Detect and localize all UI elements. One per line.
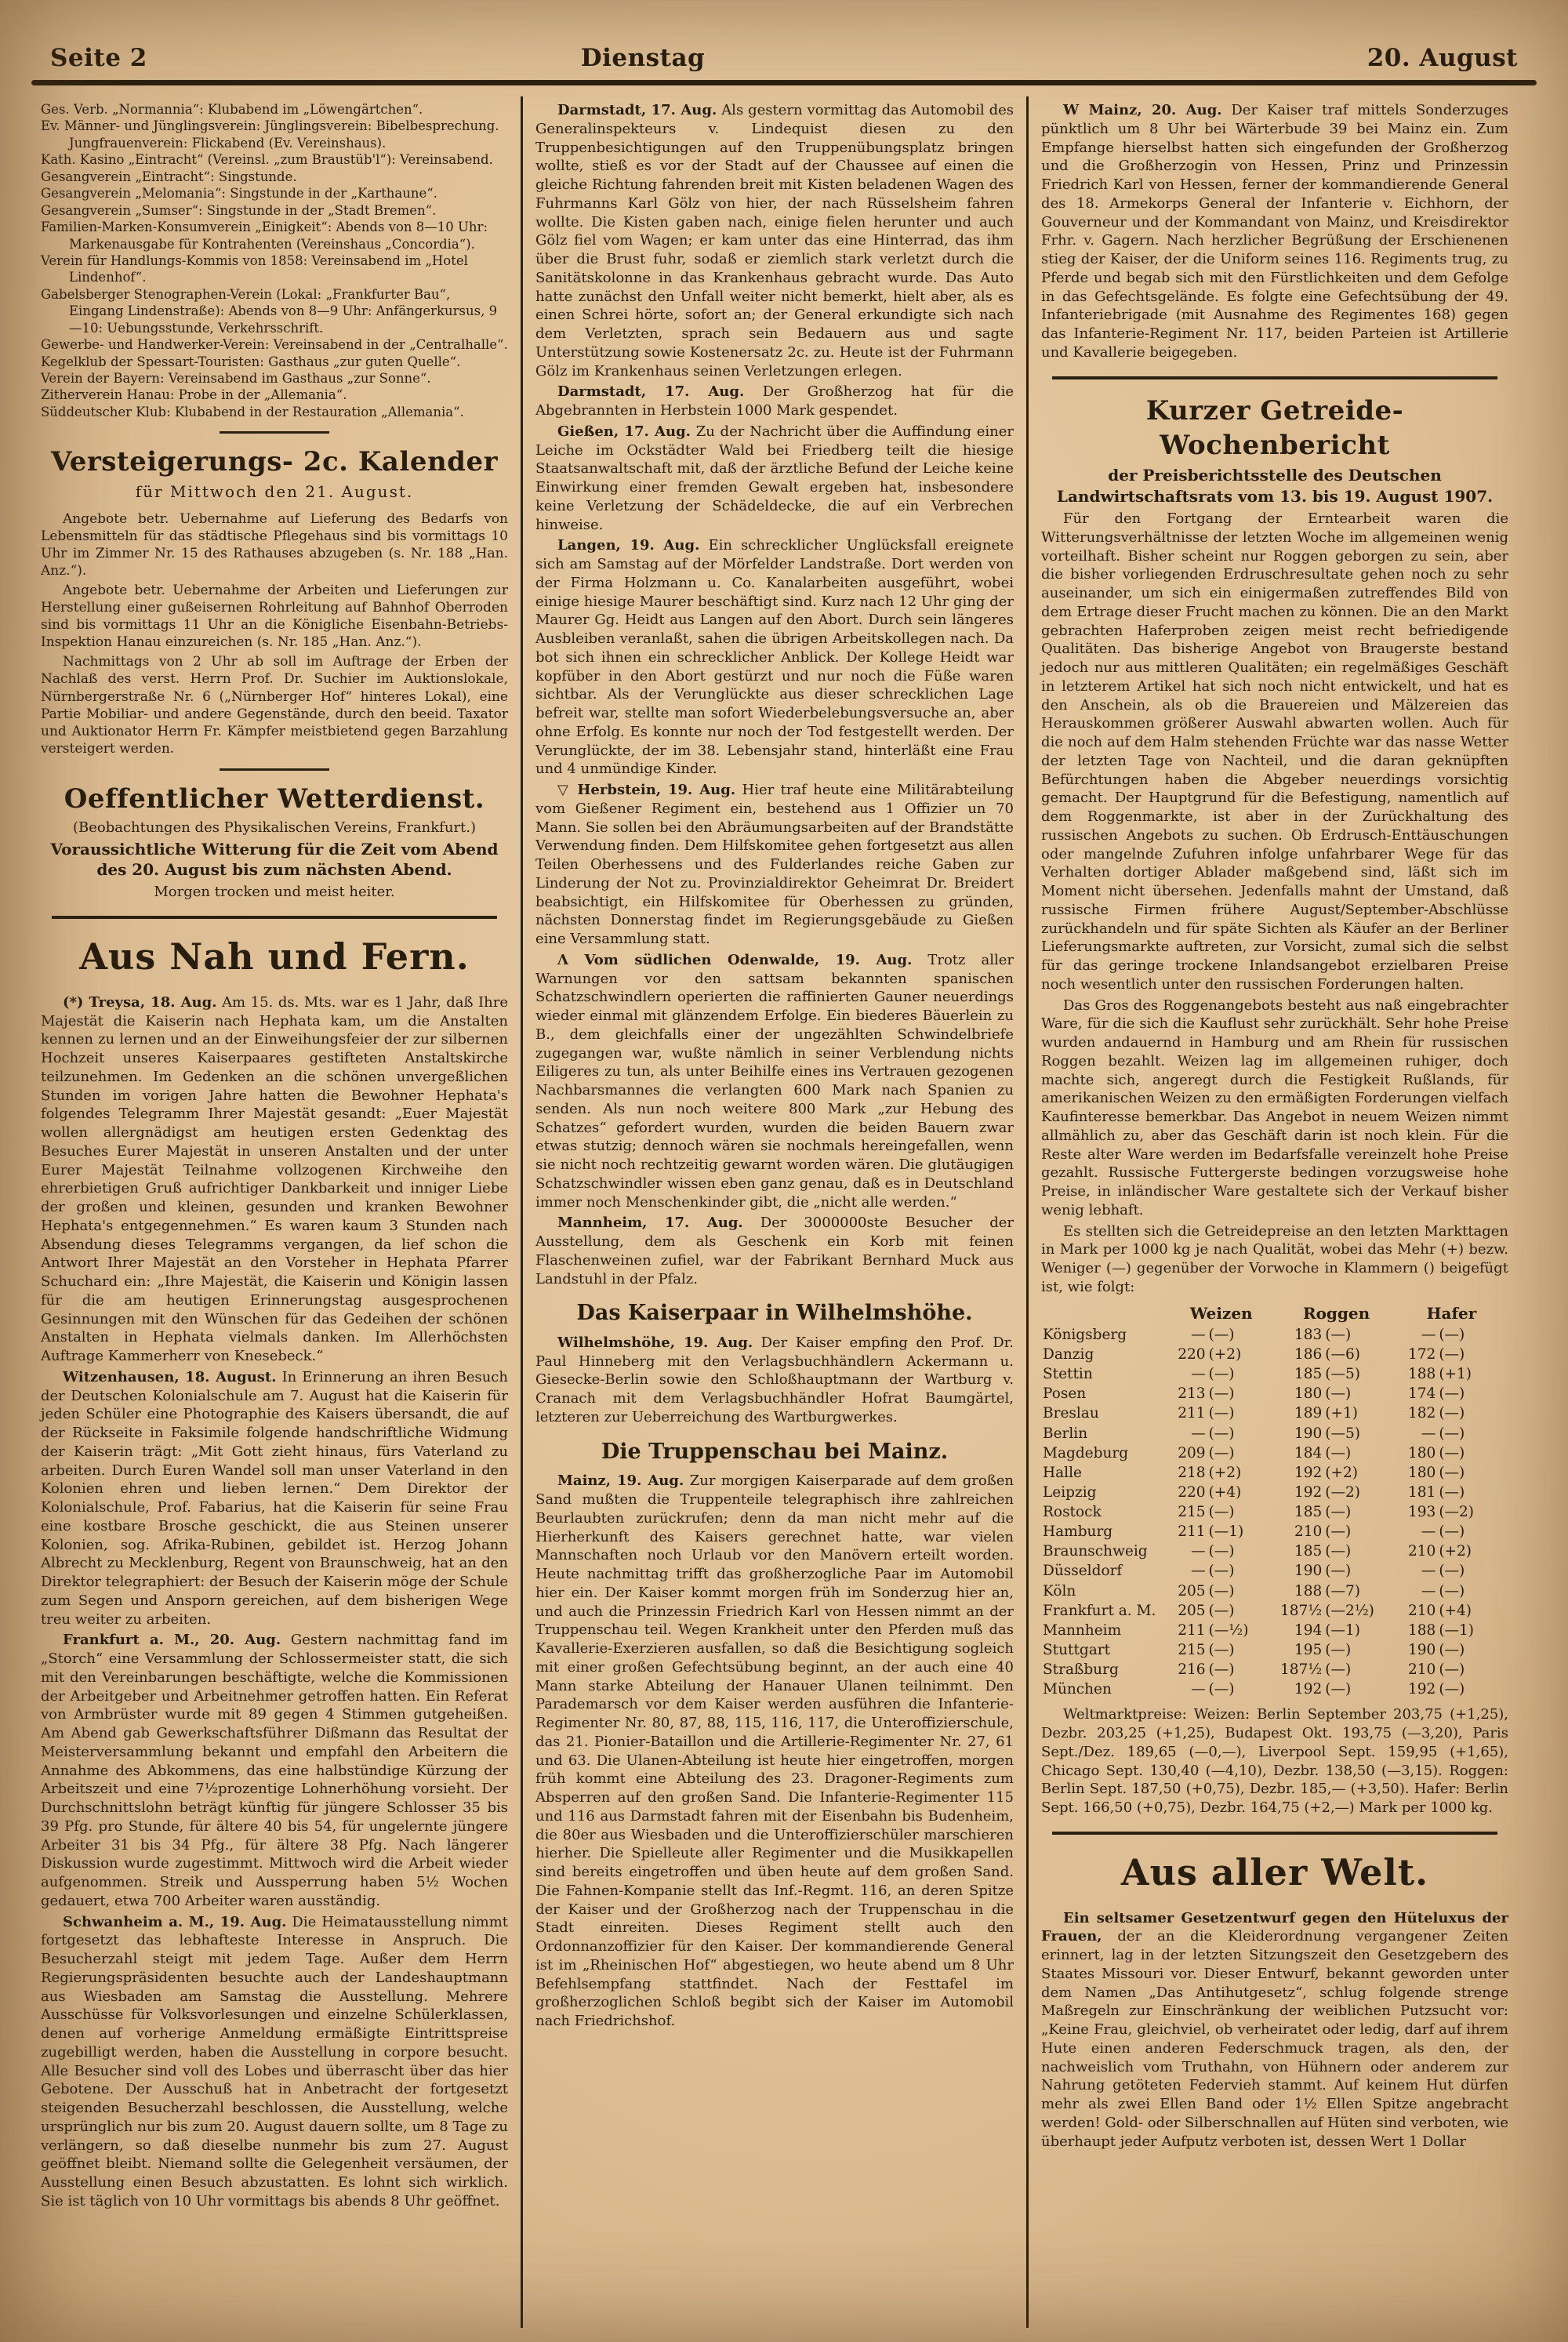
- grain-table-corner: [1041, 1302, 1164, 1325]
- hafer-change: (—): [1439, 1582, 1465, 1599]
- roggen-change: (—5): [1325, 1425, 1360, 1442]
- weizen-price: 215: [1178, 1504, 1206, 1521]
- hafer-price: 180: [1408, 1464, 1436, 1481]
- article-heading: Die Truppenschau bei Mainz.: [601, 1439, 949, 1464]
- grain-table-row: [1041, 1443, 1508, 1463]
- grain-city: Köln: [1043, 1582, 1076, 1599]
- roggen-change: (—): [1325, 1385, 1352, 1403]
- grain-city: Königsberg: [1043, 1326, 1127, 1343]
- column-layout: [0, 85, 1568, 2328]
- hafer-price: 210: [1408, 1602, 1436, 1619]
- article-paragraph: [41, 993, 508, 1366]
- hafer-change: (—): [1439, 1681, 1465, 1698]
- grain-table-row: [1041, 1384, 1508, 1403]
- weizen-price: 211: [1178, 1523, 1206, 1541]
- article-paragraph: [535, 101, 1014, 380]
- roggen-price: 186: [1294, 1346, 1323, 1363]
- roggen-change: (—): [1325, 1641, 1352, 1658]
- club-listing-item: Kath. Kasino „Eintracht“ (Vereinsl. „zum Braustüb'l“): Vereinsabend.: [41, 152, 493, 168]
- grain-table-row: [1041, 1660, 1508, 1679]
- roggen-change: (+2): [1325, 1464, 1358, 1481]
- grain-table-header-hafer: Hafer: [1426, 1303, 1477, 1323]
- grain-city: Breslau: [1043, 1405, 1099, 1422]
- weizen-change: (—): [1208, 1641, 1235, 1658]
- weizen-change: (—): [1208, 1563, 1235, 1580]
- grain-city: Leipzig: [1043, 1483, 1097, 1501]
- grain-city: Magdeburg: [1043, 1444, 1129, 1461]
- roggen-change: (+1): [1325, 1405, 1358, 1422]
- hafer-price: 172: [1408, 1346, 1436, 1363]
- grain-city: Halle: [1043, 1464, 1082, 1481]
- grain-table-row: [1041, 1424, 1508, 1443]
- roggen-change: (—1): [1325, 1621, 1360, 1639]
- article-text: Als gestern vormittag das Automobil des Generalinspekteurs v. Lindequist diesen zu den Truppenbesichtigungen auf den Truppenübungsplatz bringen wollte, stieß es vor der Stadt auf der Chaussee auf einen die gleiche Richtung fahrenden breit mit Kisten beladenen Wagen des Fuhrmanns Karl Gölz von hier, der nach Rüsselsheim fahren wollte. Die Kisten gaben nach, einige fielen herunter und auch Gölz fiel vom Wagen; er kam unter das eine Hinterrad, das ihm über die Brust fuhr, sodaß er ziemlich stark verletzt durch die Sanitätskolonne in das Krankenhaus gebracht wurde. Das Auto hatte zunächst den Unfall weiter nicht bemerkt, hielt aber, als es einen Schrei hörte, sofort an; der General erkundigte sich nach dem Verletzten, sprach sein Bedauern aus und sagte Unterstützung sowie Kostenersatz 2c. zu. Heute ist der Fuhrmann Gölz im Krankenhaus seinen Verletzungen erlegen.: [535, 102, 1014, 379]
- article-dateline: W Mainz, 20. Aug.: [1063, 102, 1222, 118]
- roggen-price: 185: [1294, 1543, 1323, 1560]
- grain-city: Frankfurt a. M.: [1043, 1602, 1156, 1619]
- hafer-change: (—): [1439, 1641, 1465, 1658]
- club-listing-item: Gewerbe- und Handwerker-Verein: Vereinsabend in der „Centralhalle“.: [41, 337, 508, 353]
- weizen-change: (—): [1208, 1582, 1235, 1599]
- article-paragraph: [535, 781, 1014, 949]
- hafer-price: —: [1421, 1326, 1436, 1343]
- article-paragraph: [41, 1368, 508, 1629]
- article-text: Zu der Nachricht über die Auffindung einer Leiche im Ockstädter Wald bei Friedberg teilt die hiesige Staatsanwaltschaft mit, daß der ärztliche Befund der Leiche keine Einwirkung einer fremden Gewalt ergeben hat, insbesondere keine Verletzung der Schädeldecke, die auf ein Verbrechen hinweise.: [535, 423, 1014, 533]
- article-dateline: Darmstadt, 17. Aug.: [557, 383, 745, 401]
- hafer-change: (—1): [1439, 1621, 1475, 1639]
- article-block: [535, 951, 1014, 1212]
- hafer-change: (—): [1439, 1444, 1465, 1461]
- weizen-price: 211: [1178, 1621, 1206, 1639]
- hafer-price: 210: [1408, 1661, 1436, 1679]
- weizen-change: (—): [1208, 1504, 1235, 1521]
- roggen-change: (—): [1325, 1543, 1352, 1560]
- article-paragraph: [535, 1214, 1014, 1288]
- grain-table-body: [1041, 1325, 1508, 1699]
- world-market-prices: Weltmarktpreise: Weizen: Berlin September 203,75 (+1,25), Dezbr. 203,25 (+1,25), Budapest Okt. 193,75 (—3,20), Paris Sept./Dez. 189,65 (—0,—), Liverpool Sept. 159,95 (+1,65), Chicago Sept. 130,40 (—4,10), Dezbr. 138,50 (—3,15). Roggen: Berlin Sept. 187,50 (+0,75), Dezbr. 185,— (+3,50). Hafer: Berlin Sept. 166,50 (+0,75), Dezbr. 164,75 (+2,—) Mark per 1000 kg.: [1041, 1706, 1508, 1817]
- article-text: Ein schrecklicher Unglücksfall ereignete sich am Samstag auf der Mörfelder Landstraße. Dort werden von der Firma Holzmann u. Co. Kanalarbeiten ausgeführt, wobei einige hiesige Maurer beschäftigt sind. Kurz nach 12 Uhr ging der Maurer Gg. Heidt aus Langen auf den Abort. Durch sein längeres Ausbleiben veranlaßt, sahen die übrigen Arbeitskollegen nach. Da bot sich ihnen ein schrecklicher Anblick. Der Kollege Heidt war kopfüber in den Abort gestürzt und nur noch die Füße waren sichtbar. Als der Verunglückte aus dieser schrecklichen Lage befreit war, stellte man sofort Wiederbelebungsversuche an, aber ohne Erfolg. Es konnte nur noch der Tod festgestellt werden. Der Verunglückte, der im 38. Lebensjahr stand, hinterläßt eine Frau und 4 unmündige Kinder.: [535, 537, 1014, 778]
- article-block: [41, 1368, 508, 1629]
- article-paragraph: [41, 1631, 508, 1910]
- page-number: Seite 2: [50, 44, 147, 72]
- hafer-price: 174: [1408, 1385, 1436, 1403]
- club-listing-item: Verein für Handlungs-Kommis von 1858: Vereinsabend im „Hotel Lindenhof“.: [41, 252, 468, 285]
- hafer-change: (—): [1439, 1483, 1465, 1501]
- weizen-price: 209: [1178, 1444, 1206, 1461]
- article-block: [535, 383, 1014, 420]
- weizen-change: (—): [1208, 1385, 1235, 1403]
- club-listing: [41, 101, 508, 420]
- article-paragraph: [535, 951, 1014, 1212]
- article-text: Der Großherzog hat für die Abgebrannten in Herbstein 1000 Mark gespendet.: [535, 383, 1014, 419]
- hafer-price: 192: [1408, 1681, 1436, 1698]
- grain-table-row: [1041, 1403, 1508, 1423]
- auction-calendar-title: Versteigerungs- 2c. Kalender: [50, 446, 499, 478]
- article-text: Die Heimatausstellung nimmt fortgesetzt das lebhafteste Interesse in Anspruch. Die Besucherzahl steigt mit jedem Tage. Außer dem Herrn Regierungspräsidenten besuchte auch der Landeshauptmann aus Wiesbaden am Samstag die Ausstellung. Mehrere Ausschüsse für Volksvorlesungen und einzelne Schülerklassen, denen auf vorherige Anmeldung ermäßigte Eintrittspreise zugebilligt werden, haben die Ausstellung in corpore besucht. Alle Besucher sind voll des Lobes und überrascht über das hier Gebotene. Der Ausschuß hat in Anbetracht der fortgesetzt steigenden Besucherzahl beschlossen, die Ausstellung, welche ursprünglich nur bis zum 20. August dauern sollte, um 8 Tage zu verlängern, so daß dieselbe nunmehr bis zum 27. August geöffnet bleibt. Niemand sollte die Gelegenheit versäumen, der Ausstellung einen Besuch abzustatten. Es lohnt sich wirklich. Sie ist täglich von 10 Uhr vormittags bis abends 8 Uhr geöffnet.: [41, 1913, 508, 2209]
- grain-table-row: [1041, 1561, 1508, 1581]
- article-heading: Das Kaiserpaar in Wilhelmshöhe.: [576, 1301, 973, 1326]
- grain-table-row: [1041, 1325, 1508, 1345]
- hafer-price: 180: [1408, 1444, 1436, 1461]
- hafer-price: 190: [1408, 1641, 1436, 1658]
- article-text: Gestern nachmittag fand im „Storch“ eine Versammlung der Schlossermeister statt, die sich mit den Vereinbarungen beschäftigte, welche die Kommissionen der Arbeitgeber und Arbeitnehmer getroffen hatten. Ein Referat von Armbrüster wurde mit 89 gegen 4 Stimmen gutgeheißen. Am Abend gab Gewerkschaftsführer Dißmann das Resultat der Meisterversammlung bekannt und empfahl den Arbeitern die Annahme des Abkommens, das eine halbstündige Kürzung der Arbeitszeit und eine 7½prozentige Lohnerhöhung vorsieht. Der Durchschnittslohn beträgt künftig für jüngere Schlosser 35 bis 39 Pfg. pro Stunde, für ältere 40 bis 54, für ungelernte jüngere Arbeiter 31 bis 34 Pfg., für ältere 38 Pfg. Nach längerer Diskussion wurde zugestimmt. Mittwoch wird die Arbeit wieder aufgenommen. Streik und Aussperrung haben 5½ Wochen gedauert, etwa 700 Arbeiter waren ausständig.: [41, 1632, 508, 1909]
- grain-table-row: [1041, 1522, 1508, 1541]
- article-block: [1041, 1909, 1508, 2151]
- roggen-price: 192: [1294, 1483, 1323, 1501]
- article-text: Hier traf heute eine Militärabteilung vom Gießener Regiment ein, bestehend aus 1 Offizier un 70 Mann. Sie sollen bei den Abräumungsarbeiten auf der Brandstätte Verwendung finden. Dem Hilfskomitee gehen fortgesetzt aus allen Teilen Oberhessens und des Fulderlandes reiche Gaben zur Linderung der Not zu. Provinzialdirektor Geheimrat Dr. Breidert beabsichtigt, ein Hilfskomitee für Oberhessen zu gründen, nächsten Donnerstag findet im Regierungsgebäude zu Gießen eine Versammlung statt.: [535, 782, 1014, 947]
- right-column: [1029, 96, 1521, 2328]
- hafer-change: (+1): [1439, 1366, 1472, 1383]
- grain-report-paragraph: Für den Fortgang der Erntearbeit waren die Witterungsverhältnisse der letzten Woche im allgemeinen wenig vorteilhaft. Bisher scheint nur Roggen geborgen zu sein, aber die bisher vorliegenden Erdruschresultate gehen noch zu sehr auseinander, um sich ein einigermaßen zutreffendes Bild von dem Ertrage dieser Frucht machen zu können. Die an den Markt gebrachten Haferproben zeigen meist recht befriedigende Qualitäten. Das bisherige Angebot von Braugerste bestand jedoch nur aus mittleren Qualitäten; ein regelmäßiges Geschäft in letzterem Artikel hat sich noch nicht entwickelt, und hat es den Anschein, als ob die Brauereien und Mälzereien das Herauskommen größerer Auswahl abwarten wollen. Auch für die noch auf dem Halm stehenden Früchte war das nasse Wetter der letzten Tage von Nachteil, und die daran geknüpften Befürchtungen haben die Abgeber neuerdings vorsichtig gemacht. Der Hauptgrund für die Befestigung, namentlich auf dem Roggenmarkte, ist aber in der Zurückhaltung des russischen Angebots zu suchen. Ob Erdrusch-Enttäuschungen oder mangelnde Zufuhren infolge unfahrbarer Wege für das Verhalten dortiger Ablader maßgebend sind, läßt sich im Moment nicht übersehen. Jedenfalls mahnt der Umstand, daß russische Firmen frühere August/September-Abschlüsse zurückhandeln und für späte Sichten als Käufer an der Berliner Lieferungsmarkte auftreten, zur Vorsicht, zumal sich die selbst für das geringe trockene Inlandsangebot erzielbaren Preise noch wesentlich unter den russischen Forderungen halten.: [1041, 510, 1508, 993]
- weather-forecast: Morgen trocken und meist heiter.: [154, 884, 395, 901]
- weizen-change: (—): [1208, 1661, 1235, 1679]
- weizen-change: (—): [1208, 1444, 1235, 1461]
- roggen-price: 183: [1294, 1326, 1323, 1343]
- article-text: Der 3000000ste Besucher der Ausstellung, dem als Geschenk ein Korb mit feinen Flaschenweinen zufiel, war der Fabrikant Bernhard Muck aus Landstuhl in der Pfalz.: [535, 1215, 1014, 1287]
- grain-city: Straßburg: [1043, 1661, 1119, 1679]
- masthead-rule: [31, 80, 1537, 85]
- weekday-label: Dienstag: [580, 44, 706, 72]
- grain-city: München: [1043, 1681, 1112, 1698]
- article-dateline: Darmstadt, 17. Aug.: [557, 102, 717, 118]
- article-paragraph: [535, 383, 1014, 420]
- weizen-price: 215: [1178, 1641, 1206, 1658]
- roggen-price: 195: [1294, 1641, 1323, 1658]
- weizen-price: —: [1191, 1425, 1206, 1442]
- article-dateline: Frankfurt a. M., 20. Aug.: [63, 1632, 281, 1649]
- hafer-price: 182: [1408, 1405, 1436, 1422]
- weizen-price: —: [1191, 1681, 1206, 1698]
- club-listing-item: Gesangverein „Sumser“: Singstunde in der „Stadt Bremen“.: [41, 202, 437, 218]
- weizen-change: (+2): [1208, 1464, 1242, 1481]
- weizen-change: (—): [1208, 1602, 1235, 1619]
- local-news-title: Aus Nah und Fern.: [79, 935, 470, 979]
- roggen-price: 184: [1294, 1444, 1323, 1461]
- roggen-price: 192: [1294, 1681, 1323, 1698]
- article-block: [535, 781, 1014, 949]
- article-text: Der Kaiser traf mittels Sonderzuges pünktlich um 8 Uhr bei Wärterbude 39 bei Mainz ein. Zum Empfange hierselbst hatten sich eingefunden der Großherzog und die Großherzogin von Hessen, Prinz und Prinzessin Friedrich Karl von Hessen, ferner der kommandierende General des 18. Armekorps General der Infanterie v. Eichhorn, der Gouverneur und der Kommandant von Mainz, und Kreisdirektor Frhr. v. Gagern. Nach herzlicher Begrüßung der Erschienenen stieg der Kaiser, der die Uniform seines 116. Regiments trug, zu Pferde und begab sich mit den Fürstlichkeiten und dem Gefolge in das Gefechtsgelände. Es folgte eine Gefechtsübung der 49. Infanteriebrigade (mit Ausnahme des Regimentes 168) gegen das Infanterie-Regiment Nr. 117, beiden Parteien ist Artillerie und Kavallerie beigegeben.: [1041, 102, 1508, 361]
- world-news-section: [1041, 1849, 1508, 2151]
- roggen-price: 189: [1294, 1405, 1323, 1422]
- article-dateline: Mannheim, 17. Aug.: [557, 1215, 743, 1232]
- grain-report-section: [1041, 394, 1508, 1817]
- grain-city: Stuttgart: [1043, 1641, 1111, 1658]
- grain-table-header-roggen: Roggen: [1302, 1303, 1370, 1323]
- weizen-change: (—½): [1208, 1621, 1249, 1639]
- club-listing-item: Verein der Bayern: Vereinsabend im Gasthaus „zur Sonne“.: [41, 371, 431, 386]
- article-dateline: Ein seltsamer Gesetzentwurf gegen den Hüteluxus der Frauen,: [1041, 1909, 1508, 1945]
- article-block: [535, 101, 1014, 380]
- article-dateline: Gießen, 17. Aug.: [557, 423, 691, 440]
- roggen-change: (—2½): [1325, 1602, 1374, 1619]
- roggen-change: (—): [1325, 1523, 1352, 1541]
- roggen-change: (—): [1325, 1504, 1352, 1521]
- hafer-price: 210: [1408, 1543, 1436, 1560]
- club-listing-item: Ev. Männer- und Jünglingsverein: Jünglingsverein: Bibelbesprechung. Jungfrauenverein: Flickabend (Ev. Vereinshaus).: [41, 118, 499, 151]
- grain-report-subtitle: der Preisberichtsstelle des Deutschen Landwirtschaftsrats vom 13. bis 19. August 1907.: [1056, 466, 1494, 506]
- grain-city: Braunschweig: [1043, 1543, 1148, 1560]
- weizen-change: (—): [1208, 1425, 1235, 1442]
- weizen-price: —: [1191, 1563, 1206, 1580]
- roggen-price: 190: [1294, 1425, 1323, 1442]
- article-paragraph: [535, 536, 1014, 779]
- grain-table-row: [1041, 1601, 1508, 1621]
- roggen-price: 185: [1294, 1504, 1323, 1521]
- hafer-price: —: [1421, 1425, 1436, 1442]
- weizen-change: (+2): [1208, 1346, 1242, 1363]
- weizen-price: —: [1191, 1366, 1206, 1383]
- weizen-change: (—): [1208, 1543, 1235, 1560]
- mainz-article: [1041, 101, 1508, 362]
- grain-table-header-row: [1041, 1302, 1508, 1325]
- article-text: In Erinnerung an ihren Besuch der Deutschen Kolonialschule am 7. August hat die Kaiserin für jeden Schüler eine Photographie des Kaisers übersandt, die auf der Rückseite in Faksimile folgende handschriftliche Widmung der Kaiserin trägt: „Mit Gott zieht hinaus, fürs Vaterland zu arbeiten. Durch Euren Wandel soll man unser Vaterland in den Kolonien ehren und lieben lernen.“ Dem Direktor der Kolonialschule, Prof. Fabarius, hat die Kaiserin für seine Frau eine kostbare Brosche geschickt, die aus Steinen unserer Kolonien, sog. Afrika-Rubinen, gebildet ist. Herzog Johann Albrecht zu Mecklenburg, Regent von Braunschweig, hat an den Direktor telegraphiert: der Besuch der Kaiserin möge der Schule zum Segen und Ansporn gereichen, auf dem bisherigen Wege treu weiter zu arbeiten.: [41, 1368, 508, 1628]
- article-text: Am 15. ds. Mts. war es 1 Jahr, daß Ihre Majestät die Kaiserin nach Hephata kam, um die Anstalten kennen zu lernen und an der Einweihungsfeier der zur silbernen Hochzeit unseres Kaiserpaares gestifteten Anstaltskirche teilzunehmen. Im Gedenken an die schönen unvergeßlichen Stunden im vorigen Jahre hatten die Bewohner Hephata's folgendes Telegramm Ihrer Majestät gesandt: „Euer Majestät wollen allergnädigst am heutigen ersten Gedenktag des Besuches Eurer Majestät in unseren Anstalten und der unter Eurer Majestät Teilnahme vollzogenen Kirchweihe den ehrerbietigen Gruß aufrichtiger Dankbarkeit und inniger Liebe der großen und kleinen, gesunden und kranken Bewohner Hephata's entgegennehmen.“ Es waren kaum 3 Stunden nach Absendung dieses Telegramms vergangen, da lief schon die Antwort Ihrer Majestät an den Vorsteher in Hephata Pfarrer Schuchard ein: „Ihre Majestät, die Kaiserin und Königin lassen für die am heutigen Erinnerungstag ausgesprochenen Gesinnungen mit den Wünschen für das Gedeihen der schönen Anstalten in Hephata vielmals danken. Im Allerhöchsten Auftrage Kammerherr von Knesebeck.“: [41, 993, 508, 1365]
- article-dateline: Mainz, 19. Aug.: [557, 1472, 684, 1490]
- section-divider: [52, 916, 497, 919]
- weizen-change: (—): [1208, 1366, 1235, 1383]
- article-paragraph: [41, 1913, 508, 2211]
- auction-paragraph: Angebote betr. Uebernahme auf Lieferung des Bedarfs von Lebensmitteln für das städtische Pflegehaus sind bis vormittags 10 Uhr im Zimmer Nr. 15 des Rathauses abzugeben (s. Nr. 188 „Han. Anz.“).: [41, 510, 508, 579]
- article-dateline: (*) Treysa, 18. Aug.: [63, 993, 217, 1011]
- grain-report-title: Kurzer Getreide-Wochenbericht: [1145, 394, 1404, 462]
- auction-calendar-subtitle: für Mittwoch den 21. August.: [135, 482, 414, 502]
- roggen-change: (—6): [1325, 1346, 1360, 1363]
- grain-city: Berlin: [1043, 1425, 1088, 1442]
- date-label: 20. August: [1367, 44, 1518, 72]
- roggen-change: (—2): [1325, 1483, 1360, 1501]
- section-divider: [1052, 376, 1497, 379]
- weizen-change: (—): [1208, 1405, 1235, 1422]
- club-listing-item: Zitherverein Hanau: Probe in der „Allemania“.: [41, 387, 347, 403]
- article-dateline: Λ Vom südlichen Odenwalde, 19. Aug.: [557, 951, 913, 968]
- roggen-change: (—): [1325, 1563, 1352, 1580]
- roggen-change: (—5): [1325, 1366, 1360, 1383]
- grain-table-row: [1041, 1345, 1508, 1364]
- club-listing-item: Kegelklub der Spessart-Touristen: Gasthaus „zur guten Quelle“.: [41, 354, 461, 369]
- weizen-change: (—): [1208, 1326, 1235, 1343]
- grain-table-row: [1041, 1463, 1508, 1483]
- roggen-price: 190: [1294, 1563, 1323, 1580]
- grain-table-row: [1041, 1502, 1508, 1522]
- grain-table-row: [1041, 1483, 1508, 1502]
- hafer-price: —: [1421, 1582, 1436, 1599]
- hafer-price: 181: [1408, 1483, 1436, 1501]
- hafer-change: (—): [1439, 1563, 1465, 1580]
- roggen-price: 194: [1294, 1621, 1323, 1639]
- article-text: der an die Kleiderordnung vergangener Zeiten erinnert, lag in der letzten Sitzungszeit den Gesetzgebern des Staates Missouri vor. Dieser Entwurf, bekannt geworden unter dem Namen „Das Antihutgesetz“, schlug folgende strenge Maßregeln zur Einschränkung der weiblichen Putzsucht vor: „Keine Frau, gleichviel, ob verheiratet oder ledig, darf auf ihrem Hute einen anderen Federschmuck tragen, als den, der nachweislich vom Truthahn, von Hühnern oder anderem zur Nahrung getöteten Federvieh stammt. Auf keinem Hut dürfen mehr als zwei Ellen Band oder 1½ Ellen Spitze angebracht werden! Gold- oder Silberschnallen auf Hüten sind verboten, wie überhaupt jeder Aufputz verboten ist, dessen Wert 1 Dollar: [1041, 1928, 1508, 2150]
- grain-table-row: [1041, 1640, 1508, 1660]
- roggen-change: (—): [1325, 1681, 1352, 1698]
- weizen-price: —: [1191, 1326, 1206, 1343]
- grain-city: Stettin: [1043, 1366, 1093, 1383]
- weather-source: (Beobachtungen des Physikalischen Vereins, Frankfurt.): [72, 819, 477, 836]
- grain-table-row: [1041, 1679, 1508, 1699]
- grain-table-row: [1041, 1581, 1508, 1601]
- section-divider: [220, 431, 329, 434]
- weizen-price: 216: [1178, 1661, 1206, 1679]
- article-dateline: ▽ Herbstein, 19. Aug.: [557, 782, 736, 798]
- left-column: [28, 96, 521, 2328]
- article-block: [535, 536, 1014, 779]
- hafer-price: 188: [1408, 1621, 1436, 1639]
- roggen-change: (—): [1325, 1326, 1352, 1343]
- article-block: [41, 1913, 508, 2211]
- grain-city: Mannheim: [1043, 1621, 1122, 1639]
- article-text: Trotz aller Warnungen vor den sattsam bekannten spanischen Schatzschwindlern operierten die raffinierten Gauner neuerdings wieder einmal mit glänzendem Erfolge. Ein biederes Bäuerlein zu B., dem gleichfalls einer der ungezählten Schwindelbriefe zugegangen war, wußte nämlich in seiner Verblendung nichts Eiligeres zu tun, als unter Beihilfe eines ins Vertrauen gezogenen Nachbarsmannes die verlangten 600 Mark nach Spanien zu senden. Als nun noch weitere 800 Mark „zur Hebung des Schatzes“ gefordert wurden, wurden die beiden Bauern zwar etwas stutzig; dennoch wären sie nochmals hereingefallen, wenn sie nicht noch rechtzeitig gewarnt worden wären. Die glutäugigen Schatzschwindler wissen eben ganz genau, daß es in Deutschland immer noch Menschenkinder gibt, die „nicht alle werden.“: [535, 951, 1014, 1211]
- article-text: Zur morgigen Kaiserparade auf dem großen Sand mußten die Truppenteile telegraphisch ihre zahlreichen Beurlaubten zurückrufen; denn da man nicht mehr auf die Hierherkunft des Kaisers gerechnet hatte, war vielen Mannschaften noch Urlaub vor den Manövern erteilt worden. Heute nachmittag trifft das großherzogliche Paar im Automobil hier ein. Der Kaiser kommt morgen früh im Sonderzug hier an, und auch die Prinzessin Friedrich Karl von Hessen nimmt an der Truppenschau teil. Wegen Krankheit unter den Pferden muß das Kavallerie-Exerzieren ausfallen, so daß die Besichtigung sogleich mit einer großen Gefechtsübung beginnt, an der auch eine 40 Mann starke Abteilung der Hanauer Ulanen teilnimmt. Den Parademarsch vor dem Kaiser werden ausführen die Infanterie-Regimenter Nr. 80, 87, 88, 115, 116, 117, die Unteroffizierschule, das 21. Pionier-Bataillon und die Artillerie-Regimenter Nr. 27, 61 und 63. Die Ulanen-Abteilung ist heute hier eingetroffen, morgen früh kommt eine Abteilung des 23. Dragoner-Regiments zum Absperren auf den großen Sand. Die Infanterie-Regimenter 115 und 116 aus Darmstadt fahren mit der Eisenbahn bis Budenheim, die 80er aus Wiesbaden und die Unteroffizierschüler marschieren hierher. Die Spielleute aller Regimenter und die Musikkapellen sind bereits eingetroffen und üben heute auf dem großen Sand. Die Fahnen-Kompanie stellt das Inf.-Regmt. 116, an deren Spitze der Kaiser und der Großherzog nach der Truppenschau in die Stadt einreiten. Dieses Regiment stellt auch den Ordonnanzoffizier für den Kaiser. Der kommandierende General ist im „Rheinischen Hof“ abgestiegen, wo heute abend um 8 Uhr Befehlsempfang stattfindet. Nach der Festtafel im großherzoglichen Schloß begibt sich der Kaiser im Automobil nach Friedrichshof.: [535, 1472, 1014, 2029]
- article-block: [535, 1334, 1014, 1427]
- grain-city: Düsseldorf: [1043, 1563, 1123, 1580]
- weizen-change: (+4): [1208, 1483, 1242, 1501]
- article-block: [535, 423, 1014, 535]
- roggen-price: 192: [1294, 1464, 1323, 1481]
- weizen-change: (—): [1208, 1681, 1235, 1698]
- grain-report-paragraph: Das Gros des Roggenangebots besteht aus naß eingebrachter Ware, für die sich die Kauflust sehr zurückhält. Sehr hohe Preise wurden andauernd in Hamburg und am Rhein für russischen Roggen bezahlt. Weizen lag im allgemeinen ruhiger, doch machte sich, angeregt durch die Festigkeit Rußlands, für amerikanischen Weizen zu den ermäßigten Forderungen vielfach Kaufinteresse bemerkbar. Das Angebot in neuem Weizen nimmt allmählich zu, aber das Geschäft darin ist noch klein. Für die Reste alter Ware werden im Bedarfsfalle vereinzelt hohe Preise gezahlt. Russische Futtergerste bedingen vorzugsweise hohe Preise, in inländischer Ware gestaltete sich der Verkauf bisher wenig lebhaft.: [1041, 997, 1508, 1218]
- article-paragraph: [535, 1334, 1014, 1427]
- club-listing-item: Gesangverein „Eintracht“: Singstunde.: [41, 169, 297, 184]
- hafer-price: 193: [1408, 1504, 1436, 1521]
- weizen-price: 218: [1178, 1464, 1206, 1481]
- hafer-change: (—): [1439, 1661, 1465, 1679]
- auction-paragraph: Angebote betr. Uebernahme der Arbeiten und Lieferungen zur Herstellung einer gußeisernen Rohrleitung auf Bahnhof Oberroden sind bis vormittags 11 Uhr an die Königliche Eisenbahn-Betriebs-Inspektion Hanau einzureichen (s. Nr. 185 „Han. Anz.“).: [41, 582, 508, 651]
- roggen-change: (—7): [1325, 1582, 1360, 1599]
- weizen-price: 205: [1178, 1582, 1206, 1599]
- article-dateline: Schwanheim a. M., 19. Aug.: [63, 1913, 287, 1930]
- club-listing-item: Familien-Marken-Konsumverein „Einigkeit“: Abends von 8—10 Uhr: Markenausgabe für Kontrahenten (Vereinshaus „Concordia“).: [41, 220, 488, 252]
- grain-table-row: [1041, 1364, 1508, 1384]
- article-block: [535, 1438, 1014, 1466]
- world-news-title: Aus aller Welt.: [1120, 1850, 1429, 1894]
- article-block: [41, 993, 508, 1366]
- club-listing-item: Ges. Verb. „Normannia“: Klubabend im „Löwengärtchen“.: [41, 102, 423, 117]
- article-dateline: Langen, 19. Aug.: [557, 537, 700, 554]
- roggen-change: (—): [1325, 1661, 1352, 1679]
- hafer-change: (—): [1439, 1425, 1465, 1442]
- hafer-change: (—): [1439, 1346, 1465, 1363]
- club-listing-item: Gesangverein „Melomania“: Singstunde in der „Karthaune“.: [41, 186, 437, 202]
- roggen-price: 188: [1294, 1582, 1323, 1599]
- auction-paragraph: Nachmittags von 2 Uhr ab soll im Auftrage der Erben der Nachlaß des verst. Herrn Prof. Dr. Suchier im Auktionslokale, Nürnbergerstraße Nr. 6 („Nürnberger Hof“ hinteres Lokal), eine Partie Mobiliar- und andere Gegenstände, durch den beeid. Taxator und Auktionator Herrn Fr. Kämpfer meistbietend gegen Barzahlung versteigert werden.: [41, 654, 508, 757]
- article-paragraph: [1041, 1909, 1508, 2151]
- article-dateline: Wilhelmshöhe, 19. Aug.: [557, 1334, 753, 1351]
- hafer-change: (—): [1439, 1385, 1465, 1403]
- hafer-price: —: [1421, 1563, 1436, 1580]
- hafer-price: 188: [1408, 1366, 1436, 1383]
- section-divider: [220, 768, 329, 771]
- section-divider: [1052, 1832, 1497, 1835]
- article-block: [535, 1214, 1014, 1288]
- page-header: [0, 0, 1568, 78]
- grain-city: Danzig: [1043, 1346, 1094, 1363]
- grain-table-header-weizen: Weizen: [1189, 1303, 1253, 1323]
- article-text: Der Kaiser empfing den Prof. Dr. Paul Hinneberg mit den Verlagsbuchhändlern Ackermann u. Giesecke-Berlin sowie den Schloßhauptmann der Wartburg v. Cranach mit dem Verlagsbuchhändler Hofrat Baumgärtel, letzteren zur Ueberreichung des Wartburgwerkes.: [535, 1334, 1014, 1425]
- club-listing-item: Süddeutscher Klub: Klubabend in der Restauration „Allemania“.: [41, 404, 464, 419]
- roggen-price: 210: [1294, 1523, 1323, 1541]
- roggen-price: 187½: [1280, 1602, 1323, 1619]
- grain-price-table: [1041, 1302, 1508, 1700]
- article-dateline: Witzenhausen, 18. August.: [63, 1368, 277, 1385]
- article-block: [535, 1299, 1014, 1327]
- club-listing-item: Gabelsberger Stenographen-Verein (Lokal: „Frankfurter Bau“, Eingang Lindenstraße): Abends von 8—9 Uhr: Anfängerkursus, 9—10: Uebungsstunde, Verkehrsschrift.: [41, 286, 498, 336]
- weizen-price: 205: [1178, 1602, 1206, 1619]
- roggen-change: (—): [1325, 1444, 1352, 1461]
- hafer-change: (—2): [1439, 1504, 1475, 1521]
- hafer-price: —: [1421, 1523, 1436, 1541]
- weizen-price: 211: [1178, 1405, 1206, 1422]
- weather-title: Oeffentlicher Wetterdienst.: [64, 782, 485, 815]
- hafer-change: (—): [1439, 1405, 1465, 1422]
- grain-report-paragraph: Es stellten sich die Getreidepreise an den letzten Markttagen in Mark per 1000 kg je nach Qualität, wobei das Mehr (+) bezw. Weniger (—) gegenüber der Vorwoche in Klammern () beigefügt ist, wie folgt:: [1041, 1222, 1508, 1295]
- grain-city: Rostock: [1043, 1504, 1102, 1521]
- local-news-section: [41, 933, 508, 2210]
- weizen-price: 220: [1178, 1346, 1206, 1363]
- grain-city: Posen: [1043, 1385, 1087, 1403]
- grain-table-row: [1041, 1621, 1508, 1640]
- article-paragraph: [535, 423, 1014, 535]
- hafer-change: (—): [1439, 1326, 1465, 1343]
- hafer-change: (+2): [1439, 1543, 1472, 1560]
- article-paragraph: [535, 1472, 1014, 2031]
- hafer-change: (—): [1439, 1523, 1465, 1541]
- hafer-change: (+4): [1439, 1602, 1472, 1619]
- roggen-price: 185: [1294, 1366, 1323, 1383]
- hafer-change: (—): [1439, 1464, 1465, 1481]
- grain-city: Hamburg: [1043, 1523, 1113, 1541]
- weizen-price: —: [1191, 1543, 1206, 1560]
- grain-table-row: [1041, 1541, 1508, 1561]
- roggen-price: 187½: [1280, 1661, 1323, 1679]
- article-block: [41, 1631, 508, 1910]
- weizen-price: 220: [1178, 1483, 1206, 1501]
- weizen-change: (—1): [1208, 1523, 1244, 1541]
- auction-calendar-section: [41, 445, 508, 757]
- weather-section: [41, 782, 508, 902]
- weather-forecast-heading: Voraussichtliche Witterung für die Zeit vom Abend des 20. August bis zum nächsten Abend.: [50, 839, 499, 879]
- article-block: [535, 1472, 1014, 2031]
- roggen-price: 180: [1294, 1385, 1323, 1403]
- middle-column: [521, 96, 1029, 2328]
- weizen-price: 213: [1178, 1385, 1206, 1403]
